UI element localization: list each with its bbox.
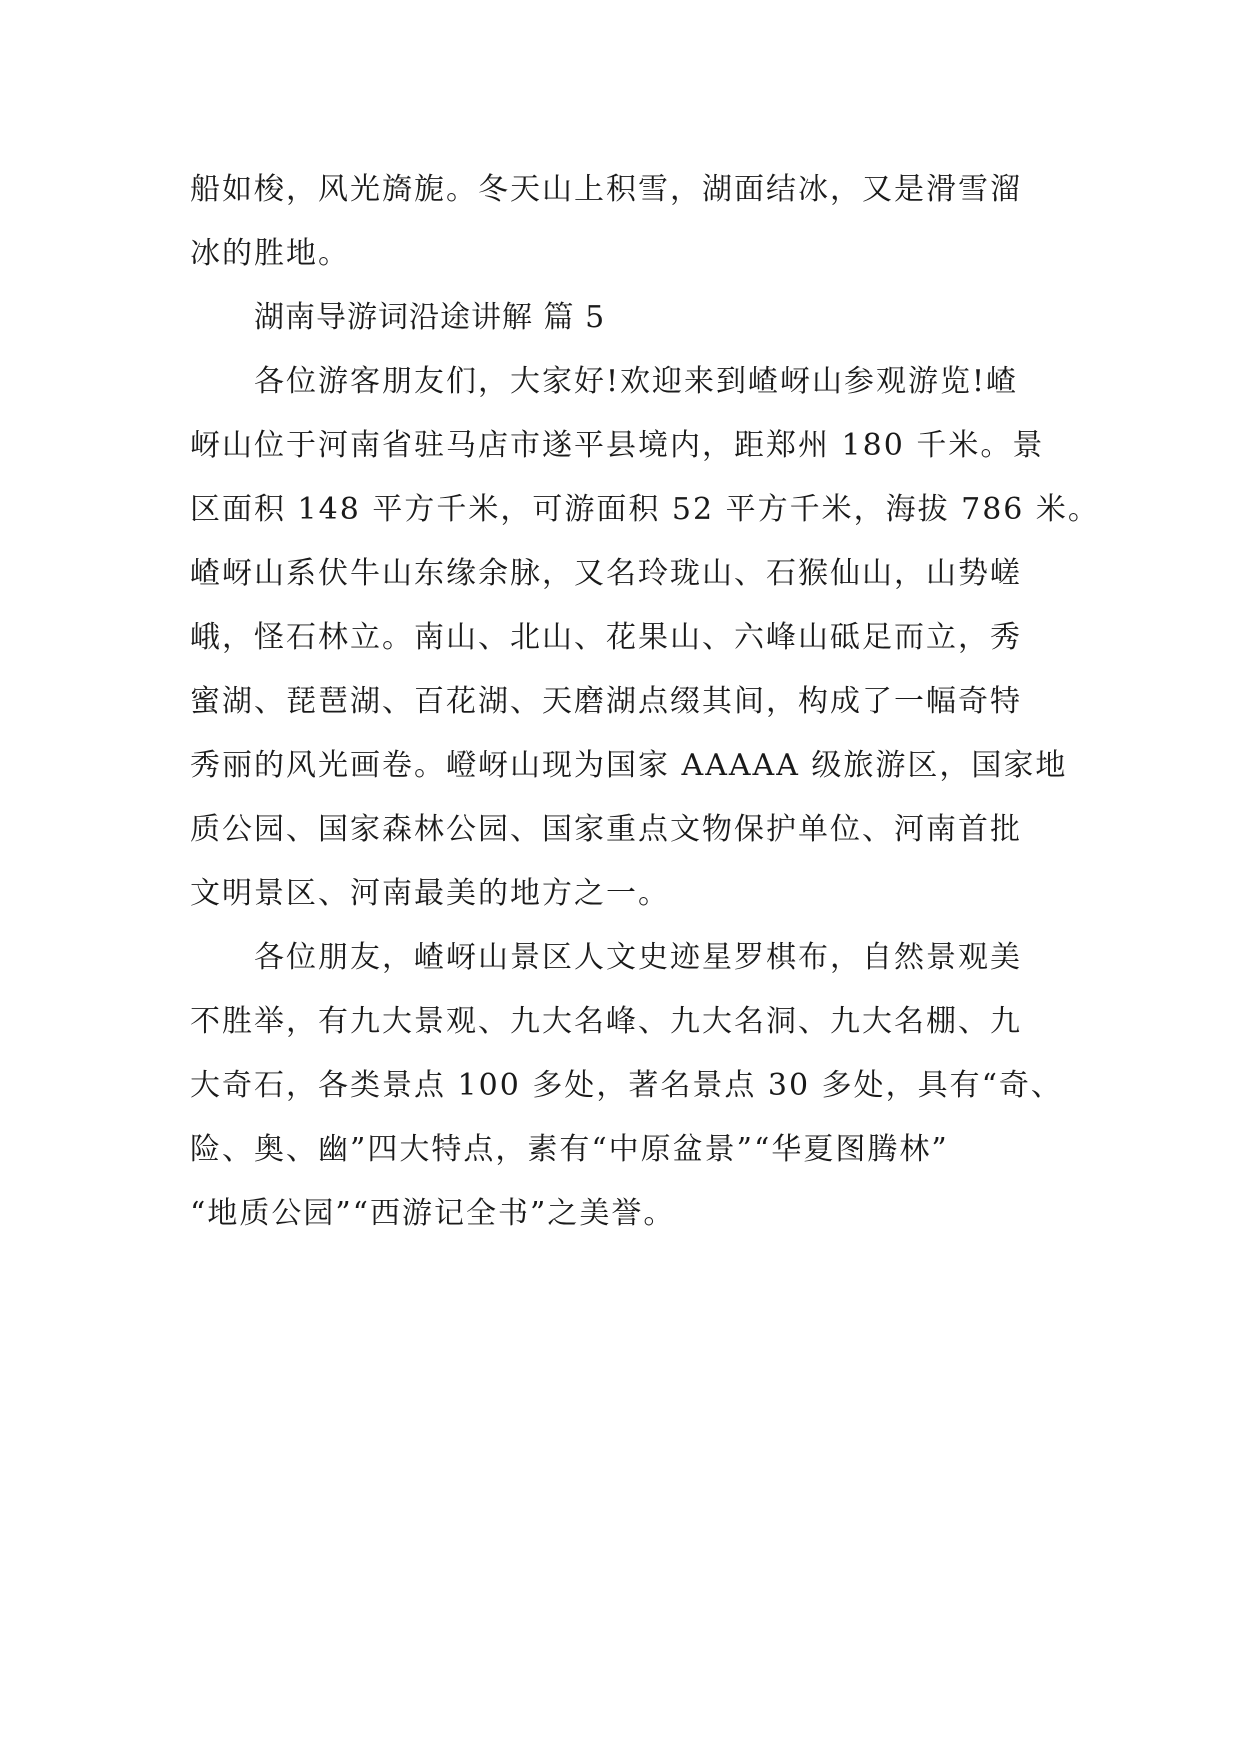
text-line: 大奇石，各类景点 100 多处，著名景点 30 多处，具有“奇、 bbox=[190, 1068, 1063, 1103]
paragraph-start: 各位游客朋友们，大家好!欢迎来到嵖岈山参观游览!嵖 bbox=[254, 364, 1019, 399]
paragraph-start: 各位朋友，嵖岈山景区人文史迹星罗棋布，自然景观美 bbox=[254, 940, 1022, 975]
text-line: 船如梭，风光旖旎。冬天山上积雪，湖面结冰，又是滑雪溜 bbox=[190, 172, 1022, 207]
text-line: 文明景区、河南最美的地方之一。 bbox=[190, 876, 670, 911]
text-line: 不胜举，有九大景观、九大名峰、九大名洞、九大名棚、九 bbox=[190, 1004, 1022, 1039]
text-line: 蜜湖、琵琶湖、百花湖、天磨湖点缀其间，构成了一幅奇特 bbox=[190, 684, 1022, 719]
text-line: 险、奥、幽”四大特点，素有“中原盆景”“华夏图腾林” bbox=[190, 1132, 949, 1167]
body-text bbox=[190, 158, 1100, 1246]
text-line: 峨，怪石林立。南山、北山、花果山、六峰山砥足而立，秀 bbox=[190, 620, 1022, 655]
text-line: 嵖岈山系伏牛山东缘余脉，又名玲珑山、石猴仙山，山势嵯 bbox=[190, 556, 1022, 591]
text-line: “地质公园”“西游记全书”之美誉。 bbox=[190, 1196, 676, 1231]
text-line: 质公园、国家森林公园、国家重点文物保护单位、河南首批 bbox=[190, 812, 1022, 847]
section-heading: 湖南导游词沿途讲解 篇 5 bbox=[254, 300, 606, 335]
text-line: 区面积 148 平方千米，可游面积 52 平方千米，海拔 786 米。 bbox=[190, 492, 1100, 527]
text-line: 冰的胜地。 bbox=[190, 236, 350, 271]
text-line: 岈山位于河南省驻马店市遂平县境内，距郑州 180 千米。景 bbox=[190, 428, 1045, 463]
text-line: 秀丽的风光画卷。嶝岈山现为国家 AAAAA 级旅游区，国家地 bbox=[190, 748, 1068, 783]
